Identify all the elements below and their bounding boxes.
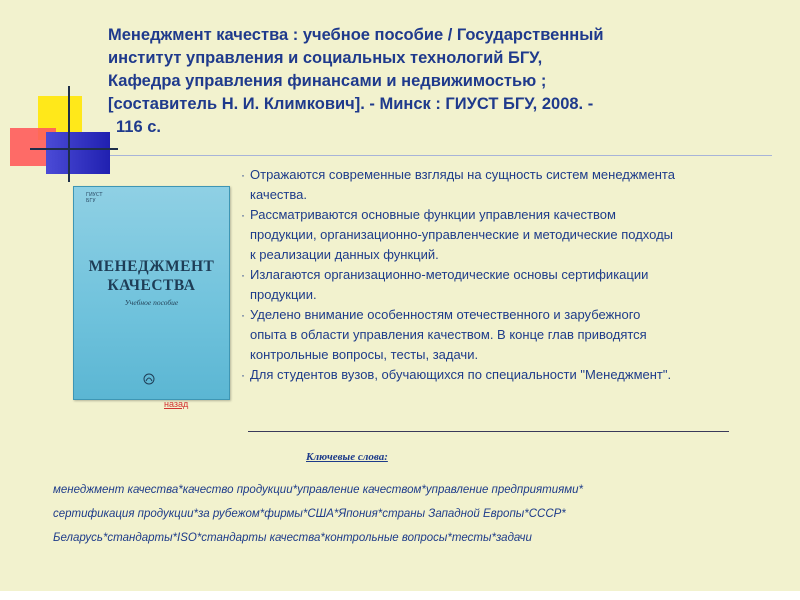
bullet-icon: · (241, 168, 245, 182)
title-divider (110, 155, 772, 156)
title-line: институт управления и социальных технологий БГУ, (108, 49, 543, 67)
list-item: · Для студентов вузов, обучающихся по специальности "Менеджмент". (240, 365, 765, 385)
publisher-logo-icon (143, 373, 155, 385)
book-description (240, 165, 765, 385)
list-item: · Рассматриваются основные функции управления качеством продукции, организационно-управленческие и методические подходы к реализации данных функций. (241, 207, 674, 262)
page-title (108, 24, 768, 139)
keywords-heading: Ключевые слова: (306, 451, 388, 463)
book-cover-subtitle: Учебное пособие (124, 298, 179, 307)
list-item: · Излагаются организационно-методические основы сертификации продукции. (241, 267, 649, 302)
decor-horizontal-line (30, 148, 118, 150)
bullet-icon: · (241, 208, 245, 222)
book-cover-author: ГИУСТ БГУ (86, 192, 103, 204)
title-line: [составитель Н. И. Климкович]. - Минск : ГИУСТ БГУ, 2008. - (108, 95, 594, 113)
footer-strip (0, 591, 800, 600)
book-cover-title: МЕНЕДЖМЕНТ КАЧЕСТВА (88, 258, 215, 294)
section-divider (248, 431, 729, 432)
keywords-line: Беларусь*стандарты*ISO*стандарты качества*контрольные вопросы*тесты*задачи (53, 532, 532, 544)
decor-vertical-line (68, 86, 70, 182)
keywords-line: менеджмент качества*качество продукции*управление качеством*управление предприятиями* (53, 484, 584, 496)
list-item: · Отражаются современные взгляды на сущность систем менеджмента качества. (241, 167, 675, 202)
bullet-icon: · (241, 308, 245, 322)
book-cover-image (73, 186, 230, 400)
bullet-icon: · (241, 268, 245, 282)
title-line: Кафедра управления финансами и недвижимостью ; (108, 72, 547, 90)
back-link[interactable]: назад (164, 399, 189, 409)
decor-blue-square (46, 132, 110, 174)
keywords-line: сертификация продукции*за рубежом*фирмы*США*Япония*страны Западной Европы*СССР* (53, 508, 566, 520)
title-line: 116 с. (116, 118, 161, 136)
title-line: Менеджмент качества : учебное пособие / Государственный (108, 26, 604, 44)
list-item: · Уделено внимание особенностям отечественного и зарубежного опыта в области управления качеством. В конце глав приводятся контрольные вопросы, тесты, задачи. (241, 307, 647, 362)
bullet-icon: · (241, 368, 245, 382)
